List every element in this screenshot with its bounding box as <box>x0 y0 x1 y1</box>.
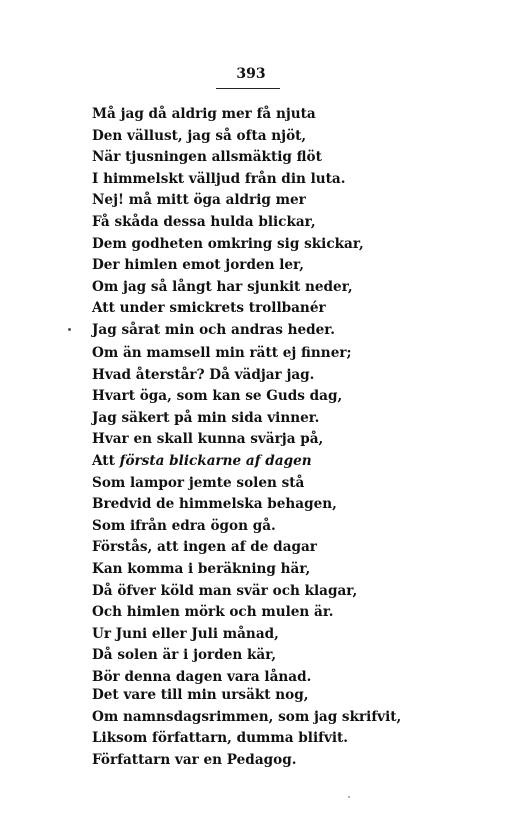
verse-line: I himmelskt välljud från din luta. <box>92 170 346 187</box>
italic-phrase: första blickarne af dagen <box>119 452 312 469</box>
verse-line: Om namnsdagsrimmen, som jag skrifvit, <box>92 708 402 725</box>
verse-line: Förstås, att ingen af de dagar <box>92 539 317 556</box>
verse-line: Då öfver köld man svär och klagar, <box>92 582 358 599</box>
verse-line: Få skåda dessa hulda blickar, <box>92 213 316 230</box>
verse-line: Liksom författarn, dumma blifvit. <box>92 730 349 747</box>
verse-line: Bör denna dagen vara lånad. <box>92 668 312 685</box>
verse-line: Hvar en skall kunna svärja på, <box>92 431 324 448</box>
verse-line-start: Att <box>92 452 120 469</box>
verse-line: Den vällust, jag så ofta njöt, <box>92 127 307 144</box>
verse-line: Der himlen emot jorden ler, <box>92 257 304 274</box>
verse-line: Hvad återstår? Då vädjar jag. <box>92 366 315 383</box>
print-speck <box>348 796 350 798</box>
page-number-rule <box>216 88 280 89</box>
verse-line: Ur Juni eller Juli månad, <box>92 625 279 642</box>
verse-line: Författarn var en Pedagog. <box>92 751 297 768</box>
verse-line <box>92 451 357 473</box>
verse-line: Jag säkert på min sida vinner. <box>92 409 320 426</box>
verse-line: Då solen är i jorden kär, <box>92 647 277 664</box>
verse-line: Jag sårat min och andras heder. <box>92 321 335 338</box>
verse-line: Bredvid de himmelska behagen, <box>92 496 337 513</box>
verse-line: Om än mamsell min rätt ej finner; <box>92 345 352 361</box>
verse-line: När tjusningen allsmäktig flöt <box>92 149 322 166</box>
verse-line: Dem godheten omkring sig skickar, <box>92 235 364 252</box>
verse-line: Nej! må mitt öga aldrig mer <box>92 192 306 209</box>
verse-line: Om jag så långt har sjunkit neder, <box>92 278 353 295</box>
verse-line: Må jag då aldrig mer få njuta <box>92 106 316 122</box>
stanza-1 <box>92 104 364 342</box>
page-number: 393 <box>236 66 266 82</box>
verse-line: Som ifrån edra ögon gå. <box>92 517 276 534</box>
stanza-2 <box>92 343 357 689</box>
stanza-3 <box>92 685 401 771</box>
verse-line: Det vare till min ursäkt nog, <box>92 687 309 703</box>
verse-line: Hvart öga, som kan se Guds dag, <box>92 388 343 405</box>
verse-line: Som lampor jemte solen stå <box>92 474 305 491</box>
verse-line: Att under smickrets trollbanér <box>92 300 326 317</box>
verse-line: Och himlen mörk och mulen är. <box>92 604 334 621</box>
print-speck <box>68 328 71 331</box>
verse-line: Kan komma i beräkning här, <box>92 560 311 577</box>
